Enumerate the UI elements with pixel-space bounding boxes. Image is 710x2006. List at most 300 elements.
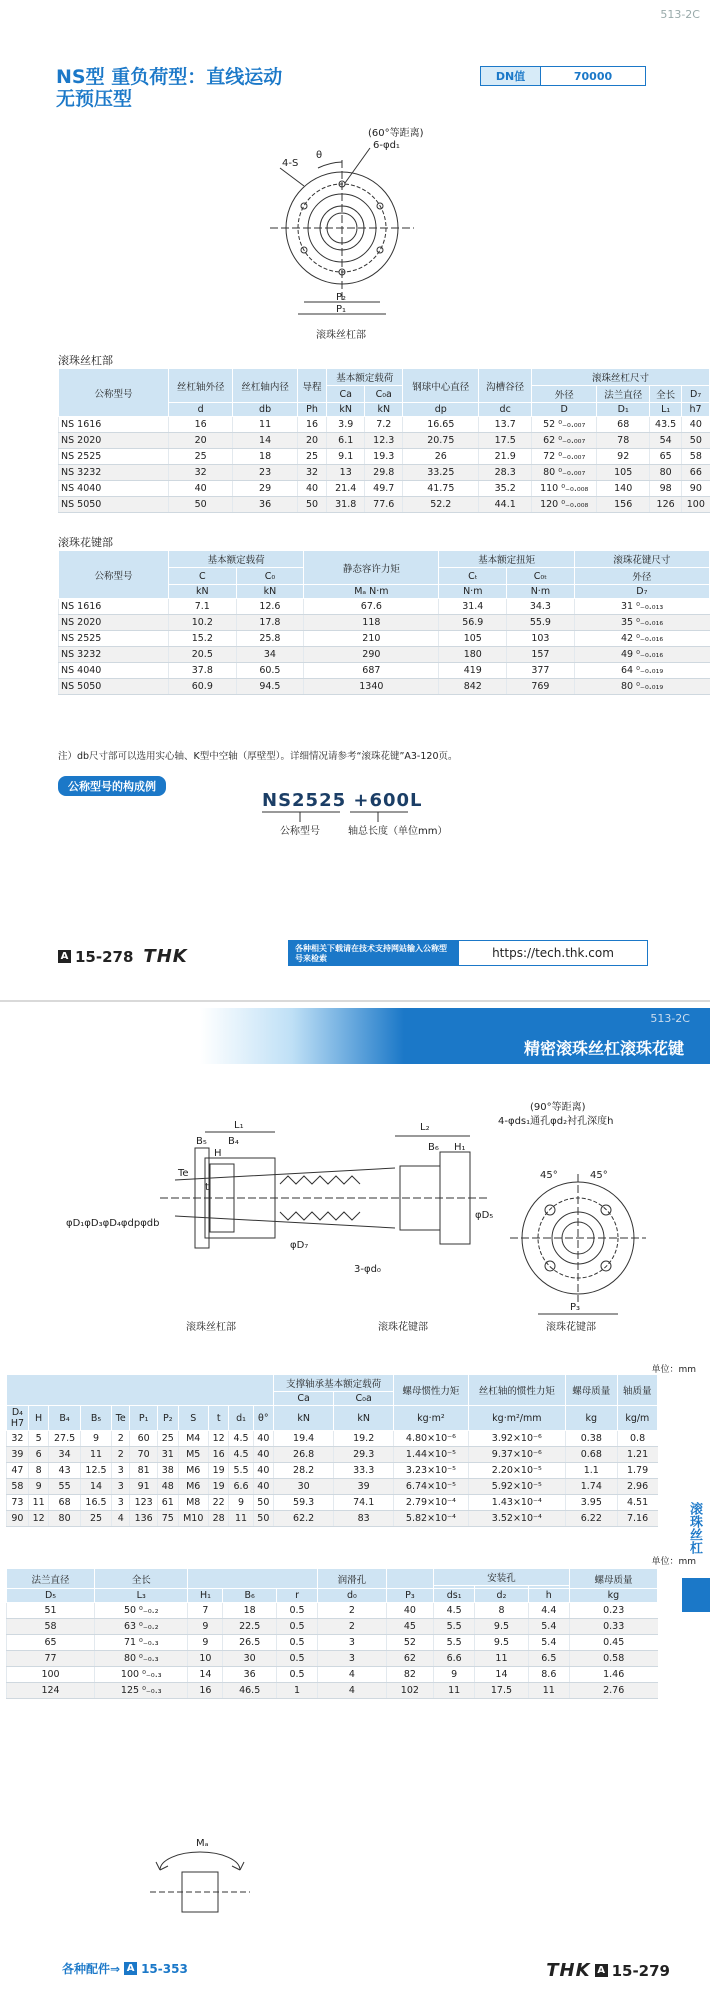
table-cell: 102: [386, 1683, 433, 1699]
moment-arrow-right: [232, 1862, 244, 1870]
table-cell: 6.22: [565, 1511, 617, 1527]
th-t2-ds1: ds₁: [434, 1589, 475, 1603]
table-cell: 21.9: [479, 449, 532, 465]
th-shaft-inertia: 丝杠轴的惯性力矩: [468, 1375, 565, 1406]
th-t2-lube: 润滑孔: [318, 1569, 387, 1589]
banner-text: 各种相关下载请在技术支持网站输入公称型号来检索: [289, 941, 459, 965]
th-static-moment: 静态容许力矩: [304, 551, 439, 585]
table-cell: 100 ⁰₋₀.₃: [95, 1667, 188, 1683]
table-cell: 75: [158, 1511, 179, 1527]
dimension-table-2: [6, 1568, 658, 1699]
footer-link-page[interactable]: 15-353: [141, 1961, 188, 1976]
pitch-note-90: (90°等距离): [530, 1102, 586, 1113]
table-cell: 14: [80, 1479, 111, 1495]
th-t1-kn1: kN: [274, 1406, 334, 1431]
table-cell: 38: [158, 1463, 179, 1479]
table-cell: 59.3: [274, 1495, 334, 1511]
table-cell: 37.8: [169, 663, 237, 679]
table-cell: 16: [208, 1447, 229, 1463]
table-row: [7, 1495, 658, 1511]
table-cell: 4.4: [528, 1603, 569, 1619]
th-lead: 导程: [297, 369, 326, 403]
table-cell: 31.4: [439, 599, 507, 615]
table-cell: 74.1: [334, 1495, 394, 1511]
th-shaft-od: 丝杠轴外径: [169, 369, 233, 403]
table-cell: 4.80×10⁻⁶: [394, 1431, 468, 1447]
table-cell: 3.9: [327, 417, 365, 433]
table-cell: NS 3232: [59, 647, 169, 663]
angle-45-a: 45°: [540, 1170, 558, 1181]
theta-arc: [318, 162, 342, 168]
header-title: 精密滚珠丝杠滚珠花键: [523, 1039, 684, 1058]
table-cell: 13.7: [479, 417, 532, 433]
table-cell: 22: [208, 1495, 229, 1511]
table-cell: 80 ⁰₋₀.₀₀₇: [532, 465, 597, 481]
table-cell: 8: [475, 1603, 529, 1619]
table-cell: 29.8: [365, 465, 403, 481]
thread-lines-2: [280, 1212, 360, 1220]
table-cell: NS 1616: [59, 417, 169, 433]
table-cell: 1.21: [617, 1447, 657, 1463]
table-cell: 72 ⁰₋₀.₀₀₇: [532, 449, 597, 465]
table-cell: 4: [318, 1683, 387, 1699]
spline-hole-4: [545, 1261, 555, 1271]
table-cell: 6.5: [528, 1651, 569, 1667]
moment-arc: [160, 1852, 240, 1870]
support-url-link[interactable]: https://tech.thk.com: [492, 946, 614, 960]
th-t1-p2: P₂: [158, 1406, 179, 1431]
table-cell: 39: [334, 1479, 394, 1495]
table-cell: 16: [169, 417, 233, 433]
table-cell: 6.6: [434, 1651, 475, 1667]
table-cell: 45: [386, 1619, 433, 1635]
th-spline-dims: 滚珠花键尺寸: [574, 551, 709, 568]
table-cell: 1340: [304, 679, 439, 695]
table-cell: NS 2525: [59, 449, 169, 465]
screw-tbody: [59, 417, 710, 513]
table-cell: 9: [229, 1495, 253, 1511]
th-basic-load: 基本额定载荷: [327, 369, 403, 386]
th-t2-d2: d₂: [475, 1589, 529, 1603]
th-t1-b5: B₅: [80, 1406, 111, 1431]
table-row: [59, 615, 710, 631]
table-cell: 9: [188, 1635, 223, 1651]
th-l1: L₁: [650, 403, 682, 417]
th-spline-kn-1: kN: [169, 585, 237, 599]
table-cell: 65: [7, 1635, 95, 1651]
th-ph: Ph: [297, 403, 326, 417]
dn-value: 70000: [573, 69, 613, 83]
table-cell: NS 2525: [59, 631, 169, 647]
th-t1-d1: d₁: [229, 1406, 253, 1431]
table-cell: 83: [334, 1511, 394, 1527]
table-cell: 51: [7, 1603, 95, 1619]
table-cell: 29.3: [334, 1447, 394, 1463]
table-row: [59, 433, 710, 449]
p2-label: P₂: [336, 292, 347, 303]
table-cell: 90: [7, 1511, 29, 1527]
table-cell: 40: [253, 1447, 274, 1463]
table-cell: 73: [7, 1495, 29, 1511]
l2-label: L₂: [420, 1122, 430, 1133]
table-cell: 19: [208, 1463, 229, 1479]
flange-front-view-drawing: [0, 0, 710, 360]
table-cell: 54: [650, 433, 682, 449]
table-cell: 0.33: [569, 1619, 657, 1635]
th-spline-load: 基本额定载荷: [169, 551, 304, 568]
table-cell: M6: [178, 1463, 208, 1479]
table-cell: 23: [233, 465, 297, 481]
table-cell: 1.44×10⁻⁵: [394, 1447, 468, 1463]
table-cell: 210: [304, 631, 439, 647]
table-cell: 43.5: [650, 417, 682, 433]
table-cell: 33.3: [334, 1463, 394, 1479]
table-cell: 0.23: [569, 1603, 657, 1619]
th-t2-l3: L₃: [95, 1589, 188, 1603]
table-cell: 28: [208, 1511, 229, 1527]
assembly-drawing: [0, 1098, 710, 1358]
table-cell: 39: [7, 1447, 29, 1463]
model-bracket-lines: [0, 800, 710, 900]
table-cell: 6: [28, 1447, 49, 1463]
table-cell: 9: [28, 1479, 49, 1495]
footer-link-text[interactable]: 各种配件⇒: [62, 1962, 121, 1976]
mount-hole-3: [377, 247, 383, 253]
th-c0: C₀: [236, 568, 304, 585]
th-t2-blank2: [386, 1569, 433, 1589]
table-cell: 19.4: [274, 1431, 334, 1447]
table-cell: 35.2: [479, 481, 532, 497]
th-h7: h7: [682, 403, 710, 417]
title-line-2: 无预压型: [56, 88, 133, 110]
table-cell: 50: [253, 1511, 274, 1527]
table-cell: 110 ⁰₋₀.₀₀₈: [532, 481, 597, 497]
table-cell: 9.5: [475, 1619, 529, 1635]
table-cell: 25: [158, 1431, 179, 1447]
th-c: C: [169, 568, 237, 585]
th-ca: Ca: [327, 386, 365, 403]
table-cell: 125 ⁰₋₀.₃: [95, 1683, 188, 1699]
table-cell: NS 2020: [59, 433, 169, 449]
table-cell: 91: [130, 1479, 158, 1495]
th-d1: D₁: [597, 403, 650, 417]
table-cell: 105: [439, 631, 507, 647]
th-D: D: [532, 403, 597, 417]
table-cell: 55.9: [507, 615, 575, 631]
caption-screw: 滚珠丝杠部: [186, 1322, 236, 1333]
moment-arrow-left: [156, 1862, 168, 1870]
table-cell: 80 ⁰₋₀.₀₁₉: [574, 679, 709, 695]
table-cell: 77: [7, 1651, 95, 1667]
th-t2-flange: 法兰直径: [7, 1569, 95, 1589]
th-d7: D₇: [682, 386, 710, 403]
table-cell: 58: [7, 1479, 29, 1495]
side-index-tab[interactable]: [682, 1578, 710, 1612]
table-row: [59, 449, 710, 465]
footer-accessories-link[interactable]: [62, 1960, 188, 1977]
th-spline-model: 公称型号: [59, 551, 169, 599]
table-cell: 50: [297, 497, 326, 513]
table-cell: 16: [297, 417, 326, 433]
th-t2-blank: [188, 1569, 318, 1589]
table-cell: 100: [7, 1667, 95, 1683]
table-cell: 40: [253, 1431, 274, 1447]
table-cell: 3: [112, 1495, 130, 1511]
table-cell: 0.45: [569, 1635, 657, 1651]
th-c0t: C₀ₜ: [507, 568, 575, 585]
side-index-label: 滚珠丝杠: [687, 1502, 702, 1554]
table-cell: 40: [169, 481, 233, 497]
th-t2-length: 全长: [95, 1569, 188, 1589]
table-cell: 136: [130, 1511, 158, 1527]
th-shaft-mass: 轴质量: [617, 1375, 657, 1406]
table-cell: 25: [297, 449, 326, 465]
p3-label: P₃: [570, 1302, 581, 1313]
table-cell: 19: [208, 1479, 229, 1495]
table-cell: 17.5: [475, 1683, 529, 1699]
d5-label: φD₅: [475, 1210, 494, 1221]
th-basic-torque: 基本额定扭矩: [439, 551, 574, 568]
table-cell: 62.2: [274, 1511, 334, 1527]
table-cell: 2: [318, 1603, 387, 1619]
table-row: [7, 1479, 658, 1495]
table-cell: 80 ⁰₋₀.₃: [95, 1651, 188, 1667]
table-cell: 31 ⁰₋₀.₀₁₃: [574, 599, 709, 615]
model-label-2: 轴总长度（单位mm）: [348, 826, 448, 837]
thk-logo: THK: [143, 946, 188, 967]
table-cell: 2.79×10⁻⁴: [394, 1495, 468, 1511]
table-cell: 28.2: [274, 1463, 334, 1479]
table-cell: 50 ⁰₋₀.₂: [95, 1603, 188, 1619]
table-cell: 61: [158, 1495, 179, 1511]
table-cell: 32: [7, 1431, 29, 1447]
table-cell: 40: [253, 1479, 274, 1495]
table-cell: 120 ⁰₋₀.₀₀₈: [532, 497, 597, 513]
table-cell: 5.5: [229, 1463, 253, 1479]
th-length: 全长: [650, 386, 682, 403]
table-cell: NS 5050: [59, 679, 169, 695]
th-t1-kgm: kg/m: [617, 1406, 657, 1431]
table-cell: 7.1: [169, 599, 237, 615]
th-groove: 沟槽谷径: [479, 369, 532, 403]
table-cell: 11: [233, 417, 297, 433]
table-cell: NS 3232: [59, 465, 169, 481]
a-mark-icon: A: [58, 950, 71, 963]
table-cell: 290: [304, 647, 439, 663]
table-cell: 15.2: [169, 631, 237, 647]
th-ball-center: 钢球中心直径: [403, 369, 479, 403]
table-cell: 60: [130, 1431, 158, 1447]
table-cell: 1.43×10⁻⁴: [468, 1495, 565, 1511]
table-row: [59, 417, 710, 433]
th-kn-1: kN: [327, 403, 365, 417]
table-cell: 419: [439, 663, 507, 679]
th-t1-coa: C₀a: [334, 1392, 394, 1406]
table-cell: 157: [507, 647, 575, 663]
table-cell: 20: [169, 433, 233, 449]
table-cell: 9: [434, 1667, 475, 1683]
table-cell: M8: [178, 1495, 208, 1511]
table-cell: 2: [318, 1619, 387, 1635]
th-t1-ca: Ca: [274, 1392, 334, 1406]
th-db: db: [233, 403, 297, 417]
table-cell: 6.74×10⁻⁵: [394, 1479, 468, 1495]
d0-label: 3-φd₀: [354, 1264, 381, 1275]
table-cell: 31: [158, 1447, 179, 1463]
table-cell: 4.5: [229, 1447, 253, 1463]
th-t1-kgm2mm: kg·m²/mm: [468, 1406, 565, 1431]
table-cell: 100: [682, 497, 710, 513]
spline-flange: [440, 1152, 470, 1244]
footer-page-279: [540, 1960, 670, 1981]
table-cell: 90: [682, 481, 710, 497]
table-cell: 50: [682, 433, 710, 449]
table-cell: 14: [233, 433, 297, 449]
table-cell: 14: [475, 1667, 529, 1683]
table-cell: 27.5: [49, 1431, 80, 1447]
table-cell: 0.5: [276, 1635, 317, 1651]
th-nut-inertia: 螺母惯性力矩: [394, 1375, 468, 1406]
table-cell: 49.7: [365, 481, 403, 497]
moment-drawing: [0, 1820, 710, 1940]
table-cell: 20.5: [169, 647, 237, 663]
table-row: [7, 1603, 658, 1619]
table-cell: 50: [253, 1495, 274, 1511]
table-cell: 11: [28, 1495, 49, 1511]
table-row: [7, 1431, 658, 1447]
table-cell: 46.5: [223, 1683, 277, 1699]
table-row: [7, 1635, 658, 1651]
table-cell: 124: [7, 1683, 95, 1699]
table-cell: 68: [49, 1495, 80, 1511]
table-cell: 4: [318, 1667, 387, 1683]
table-cell: 42 ⁰₋₀.₀₁₆: [574, 631, 709, 647]
model-example: NS2525 +600L: [262, 790, 423, 811]
th-t2-d0: d₀: [318, 1589, 387, 1603]
footer-page-278: [58, 946, 188, 967]
table-cell: 5.92×10⁻⁵: [468, 1479, 565, 1495]
table-cell: 16: [188, 1683, 223, 1699]
table-cell: 12.6: [236, 599, 304, 615]
drawing-caption: 滚珠丝杠部: [316, 330, 366, 341]
table-cell: 44.1: [479, 497, 532, 513]
table-cell: 3.95: [565, 1495, 617, 1511]
table-row: [7, 1511, 658, 1527]
table-cell: 12: [28, 1511, 49, 1527]
table-note: 注）db尺寸部可以选用实心轴、K型中空轴（厚壁型）。详细情况请参考“滚珠花键”A3-120页。: [58, 751, 458, 762]
table-cell: 30: [223, 1651, 277, 1667]
support-banner[interactable]: [288, 940, 648, 966]
table-cell: 98: [650, 481, 682, 497]
th-d: d: [169, 403, 233, 417]
th-coa: C₀a: [365, 386, 403, 403]
th-support-load: 支撑轴承基本额定载荷: [274, 1375, 394, 1392]
th-blank: [7, 1375, 274, 1406]
table-cell: 4.5: [434, 1603, 475, 1619]
table-cell: 0.5: [276, 1619, 317, 1635]
table-cell: 16.65: [403, 417, 479, 433]
dimension-table-1: [6, 1374, 658, 1527]
unit-label-1: 单位：mm: [651, 1365, 696, 1375]
table-cell: 10: [188, 1651, 223, 1667]
th-t1-kg: kg: [565, 1406, 617, 1431]
spline-hole-label: 4-φds₁通孔φd₂衬孔深度h: [498, 1116, 614, 1127]
table-cell: 62 ⁰₋₀.₀₀₇: [532, 433, 597, 449]
table-cell: 65: [650, 449, 682, 465]
te-label: Te: [178, 1168, 189, 1179]
th-t1-h: H: [28, 1406, 49, 1431]
th-t1-kn2: kN: [334, 1406, 394, 1431]
hole-label: 6-φd₁: [373, 140, 400, 151]
table-cell: 3: [112, 1463, 130, 1479]
table-cell: 36: [223, 1667, 277, 1683]
table-cell: 33.25: [403, 465, 479, 481]
table-cell: 3.23×10⁻⁵: [394, 1463, 468, 1479]
table-cell: 5: [28, 1431, 49, 1447]
table-row: [59, 465, 710, 481]
thread-lines: [280, 1176, 360, 1184]
table-cell: 5.5: [434, 1635, 475, 1651]
table-cell: 17.5: [479, 433, 532, 449]
table-cell: 126: [650, 497, 682, 513]
table-cell: NS 4040: [59, 481, 169, 497]
th-flange: 法兰直径: [597, 386, 650, 403]
table-cell: 769: [507, 679, 575, 695]
table-cell: 52.2: [403, 497, 479, 513]
table-cell: 82: [386, 1667, 433, 1683]
table-cell: 50: [169, 497, 233, 513]
table-cell: 687: [304, 663, 439, 679]
table-cell: 81: [130, 1463, 158, 1479]
left-dims-label: φD₁φD₃φD₄φdpφdb: [66, 1218, 160, 1229]
table-cell: 180: [439, 647, 507, 663]
page-code: 513-2C: [650, 1012, 690, 1025]
b5-label: B₅: [196, 1136, 207, 1147]
table-cell: 0.5: [276, 1667, 317, 1683]
th-t1-d4: D₄ H7: [7, 1406, 29, 1431]
table-cell: 3: [318, 1635, 387, 1651]
table-cell: 6.6: [229, 1479, 253, 1495]
table-cell: 10.2: [169, 615, 237, 631]
table-cell: 9.1: [327, 449, 365, 465]
table-cell: 2.76: [569, 1683, 657, 1699]
th-t2-p3: P₃: [386, 1589, 433, 1603]
table-cell: 11: [229, 1511, 253, 1527]
th-nm-2: N·m: [507, 585, 575, 599]
table-cell: 377: [507, 663, 575, 679]
table-cell: 2.96: [617, 1479, 657, 1495]
th-dc: dc: [479, 403, 532, 417]
h1-label: H₁: [454, 1142, 466, 1153]
table-cell: 67.6: [304, 599, 439, 615]
table-cell: 63 ⁰₋₀.₂: [95, 1619, 188, 1635]
table-cell: 80: [49, 1511, 80, 1527]
table-cell: 17.8: [236, 615, 304, 631]
table-cell: 52: [386, 1635, 433, 1651]
table-cell: 26.5: [223, 1635, 277, 1651]
table-cell: 58: [7, 1619, 95, 1635]
th-spline-d7: D₇: [574, 585, 709, 599]
table-row: [59, 647, 710, 663]
table-cell: 18: [223, 1603, 277, 1619]
ball-screw-table: [58, 368, 710, 513]
table-cell: 14: [188, 1667, 223, 1683]
table-cell: 49 ⁰₋₀.₀₁₆: [574, 647, 709, 663]
table-cell: 4.51: [617, 1495, 657, 1511]
table-cell: NS 1616: [59, 599, 169, 615]
table-cell: 34.3: [507, 599, 575, 615]
th-t1-te: Te: [112, 1406, 130, 1431]
